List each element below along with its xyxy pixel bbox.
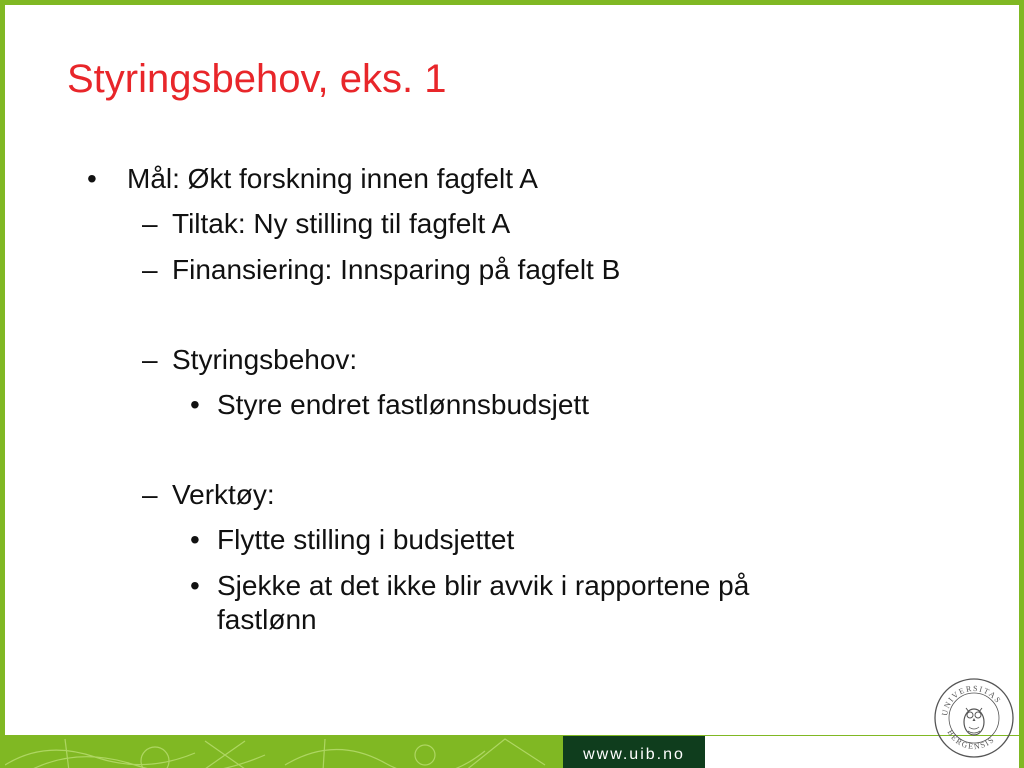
bullet-goal: Mål: Økt forskning innen fagfelt A <box>127 163 538 194</box>
dash-marker: – <box>142 254 158 285</box>
footer-url[interactable]: www.uib.no <box>563 736 705 768</box>
bullet-marker: • <box>190 570 200 601</box>
subsubitem-check-reports: Sjekke at det ikke blir avvik i rapportene på <box>217 570 750 601</box>
svg-text:UNIVERSITAS: UNIVERSITAS <box>939 683 1004 717</box>
bullet-marker: • <box>190 524 200 555</box>
dash-marker: – <box>142 344 158 375</box>
bullet-marker: • <box>87 163 97 194</box>
subsubitem-budget: Styre endret fastlønnsbudsjett <box>217 389 589 420</box>
subitem-measure: Tiltak: Ny stilling til fagfelt A <box>172 208 511 239</box>
subsubitem-check-reports-continuation: fastlønn <box>217 604 317 635</box>
bullet-marker: • <box>190 389 200 420</box>
university-seal-logo <box>933 677 1015 759</box>
subitem-control-needs: Styringsbehov: <box>172 344 358 375</box>
svg-text:BERGENSIS: BERGENSIS <box>945 728 997 752</box>
dash-marker: – <box>142 479 158 510</box>
footer-pattern <box>5 735 563 768</box>
dash-marker: – <box>142 208 158 239</box>
subsubitem-move-position: Flytte stilling i budsjettet <box>217 524 515 555</box>
slide-title: Styringsbehov, eks. 1 <box>67 57 447 101</box>
subitem-financing: Finansiering: Innsparing på fagfelt B <box>172 254 621 285</box>
subitem-tools: Verktøy: <box>172 479 275 510</box>
